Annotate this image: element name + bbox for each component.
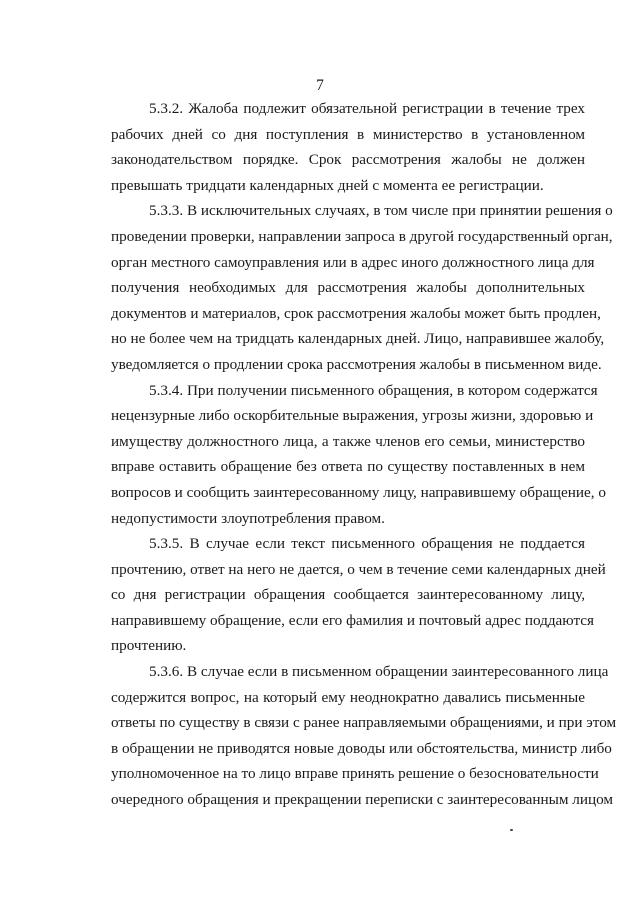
text-line: превышать тридцати календарных дней с момента ее регистрации. [111, 176, 544, 194]
text-line: документов и материалов, срок рассмотрения жалобы может быть продлен, [111, 304, 601, 322]
text-line: получения необходимых для рассмотрения жалобы дополнительных [111, 279, 585, 297]
scan-speck [510, 829, 513, 831]
paragraph-5-3-6 [111, 659, 617, 813]
text-line: прочтению. [111, 637, 187, 655]
page-number: 7 [316, 77, 324, 94]
text-line: уполномоченное на то лицо вправе принять решение о безосновательности [111, 765, 599, 783]
paragraph-5-3-5 [111, 531, 606, 659]
text-line: 5.3.4. При получении письменного обращения, в котором содержатся [149, 381, 598, 399]
text-line: вправе оставить обращение без ответа по существу поставленных в нем [111, 458, 585, 476]
text-line: 5.3.3. В исключительных случаях, в том числе при принятии решения о [149, 202, 613, 220]
text-line: но не более чем на тридцать календарных дней. Лицо, направившее жалобу, [111, 330, 605, 348]
text-line: направившему обращение, если его фамилия и почтовый адрес поддаются [111, 611, 594, 629]
text-line: 5.3.5. В случае если текст письменного обращения не поддается [149, 535, 585, 553]
document-body [111, 96, 617, 813]
text-line: прочтению, ответ на него не дается, о чем в течение семи календарных дней [111, 560, 606, 578]
text-line: ответы по существу в связи с ранее направляемыми обращениями, и при этом [111, 714, 617, 732]
text-line: уведомляется о продлении срока рассмотрения жалобы в письменном виде. [111, 355, 602, 373]
text-line: очередного обращения и прекращении переписки с заинтересованным лицом [111, 791, 614, 809]
paragraph-5-3-3 [111, 198, 613, 377]
text-line: нецензурные либо оскорбительные выражения, угрозы жизни, здоровью и [111, 407, 594, 425]
text-line: в обращении не приводятся новые доводы или обстоятельства, министр либо [111, 739, 612, 757]
text-line: 5.3.2. Жалоба подлежит обязательной регистрации в течение трех [149, 100, 585, 117]
text-line: проведении проверки, направлении запроса в другой государственный орган, [111, 227, 613, 245]
text-line: 5.3.6. В случае если в письменном обращении заинтересованного лица [149, 663, 609, 681]
text-line: орган местного самоуправления или в адрес иного должностного лица для [111, 253, 595, 271]
text-line: имуществу должностного лица, а также членов его семьи, министерство [111, 432, 585, 450]
paragraph-5-3-4 [111, 378, 606, 532]
text-line: со дня регистрации обращения сообщается заинтересованному лицу, [111, 586, 585, 604]
paragraph-5-3-2 [111, 96, 585, 198]
text-line: рабочих дней со дня поступления в министерство в установленном [111, 125, 585, 143]
text-line: содержится вопрос, на который ему неоднократно давались письменные [111, 688, 585, 706]
text-line: вопросов и сообщить заинтересованному лицу, направившему обращение, о [111, 483, 606, 501]
text-line: недопустимости злоупотребления правом. [111, 509, 385, 527]
text-line: законодательством порядке. Срок рассмотрения жалобы не должен [111, 151, 585, 169]
